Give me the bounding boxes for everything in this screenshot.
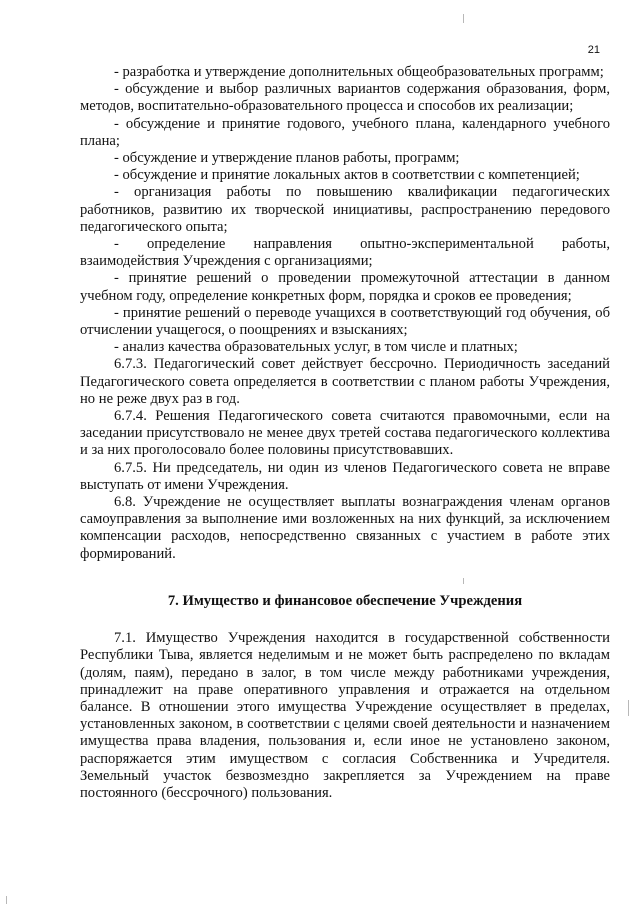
scan-artifact — [6, 896, 7, 904]
section-heading: 7. Имущество и финансовое обеспечение Учреждения — [167, 592, 523, 609]
paragraph: - разработка и утверждение дополнительных общеобразовательных программ; — [114, 64, 604, 80]
paragraph: - обсуждение и принятие годового, учебного плана, календарного учебного плана; — [80, 115, 610, 149]
paragraph: - анализ качества образовательных услуг, в том числе и платных; — [114, 339, 518, 356]
paragraph: 7.1. Имущество Учреждения находится в государственной собственности Республики Тыва, является неделимым и не может быть распределено по вкладам (долям, паям), передано в залог, в том числе между работниками учреждения, принадлежит на праве оперативного управления и отражается на отдельном балансе. В отношении этого имущества Учреждение осуществляет в пределах, установленных законом, в соответствии с целями своей деятельности и назначением имущества права владения, пользования и, если иное не установлено законом, распоряжается этим имуществом с согласия Собственника и Учредителя. Земельный участок безвозмездно закрепляется за Учреждением на праве постоянного (бессрочного) пользования. — [80, 630, 610, 801]
document-body — [80, 64, 610, 802]
paragraph: - организация работы по повышению квалификации педагогических работников, развитию их творческой инициативы, распространению передового педагогического опыта; — [80, 184, 610, 235]
paragraph: 6.7.5. Ни председатель, ни один из членов Педагогического совета не вправе выступать от имени Учреждения. — [80, 459, 610, 493]
scan-artifact — [463, 14, 464, 23]
paragraph: - определение направления опытно-экспериментальной работы, взаимодействия Учреждения с организациями; — [80, 236, 610, 270]
paragraph: - принятие решений о переводе учащихся в соответствующий год обучения, об отчислении учащегося, о поощрениях и взысканиях; — [80, 304, 610, 339]
scan-artifact — [628, 700, 629, 716]
page-number: 21 — [587, 44, 600, 56]
paragraph: - принятие решений о проведении промежуточной аттестации в данном учебном году, определение конкретных форм, порядка и сроков ее проведения; — [80, 270, 610, 304]
paragraph: 6.8. Учреждение не осуществляет выплаты вознаграждения членам органов самоуправления за выполнение ими возложенных на них функций, за исключением компенсации расходов, непосредственно связанных с участием в работе этих формирований. — [80, 494, 610, 562]
paragraph: 6.7.4. Решения Педагогического совета считаются правомочными, если на заседании присутствовало не менее двух третей состава педагогического коллектива и за них проголосовало более половины присутствовавших. — [80, 408, 610, 459]
paragraph: - обсуждение и принятие локальных актов в соответствии с компетенцией; — [114, 167, 580, 184]
paragraph: - обсуждение и утверждение планов работы, программ; — [114, 150, 460, 167]
paragraph: 6.7.3. Педагогический совет действует бессрочно. Периодичность заседаний Педагогического совета определяется в соответствии с планом работы Учреждения, но не реже двух раз в год. — [80, 356, 610, 407]
paragraph: - обсуждение и выбор различных вариантов содержания образования, форм, методов, воспитательно-образовательного процесса и способов их реализации; — [80, 81, 610, 115]
